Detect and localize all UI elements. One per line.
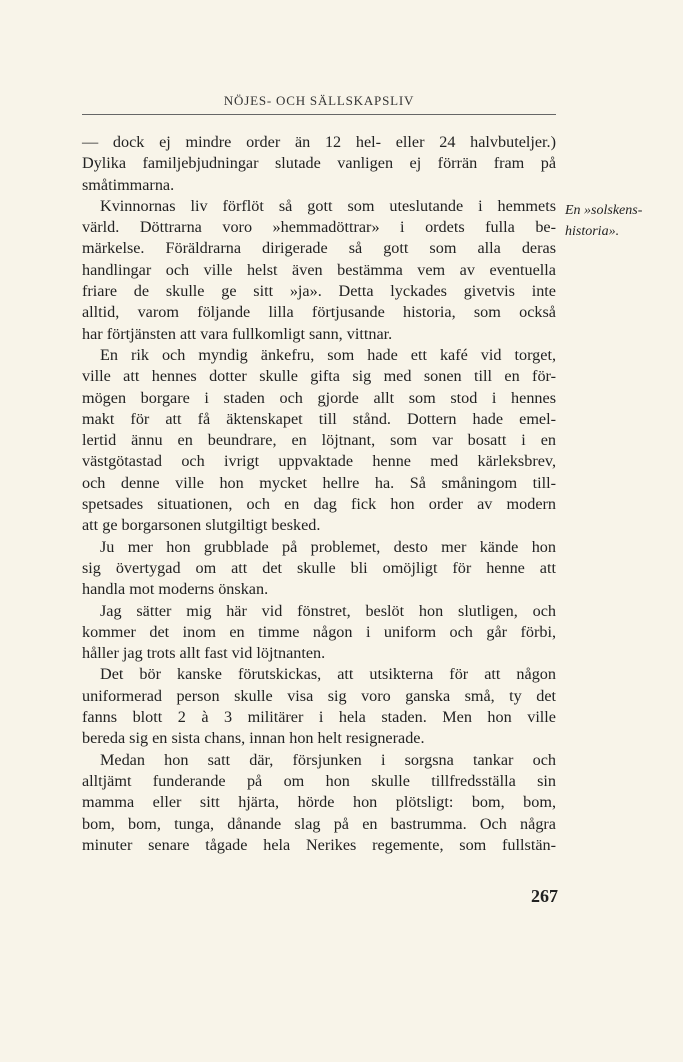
- text-line: Det bör kanske förutskickas, att utsikterna för att någon: [100, 665, 556, 684]
- running-head: NÖJES- OCH SÄLLSKAPSLIV: [223, 93, 415, 108]
- text-line: märkelse. Föräldrarna dirigerade så gott som alla deras: [82, 239, 556, 258]
- text-line: sig övertygad om att det skulle bli omöjligt för henne att: [82, 558, 556, 577]
- text-line: uniformerad person skulle visa sig voro ganska små, ty det: [82, 686, 556, 705]
- text-line: och denne ville hon mycket hellre ha. Så småningom till-: [82, 473, 556, 492]
- text-line: småtimmarna.: [82, 175, 175, 194]
- text-line: har förtjänsten att vara fullkomligt sann, vittnar.: [82, 324, 393, 343]
- page-number: 267: [531, 886, 558, 906]
- header-rule: [82, 114, 556, 115]
- text-line: bereda sig en sista chans, innan hon helt resignerade.: [82, 729, 425, 748]
- text-line: lertid ännu en beundrare, en löjtnant, som var bosatt i en: [82, 431, 556, 450]
- text-line: ville att hennes dotter skulle gifta sig med sonen till en för-: [82, 367, 556, 386]
- text-line: handla mot moderns önskan.: [82, 580, 269, 599]
- text-line: — dock ej mindre order än 12 hel- eller 24 halvbuteljer.): [82, 133, 556, 151]
- text-line: handlingar och ville helst även bestämma vem av eventuella: [82, 260, 556, 279]
- text-line: västgötastad och ivrigt uppvaktade henne med kärleksbrev,: [82, 452, 556, 471]
- text-line: Ju mer hon grubblade på problemet, desto mer kände hon: [100, 537, 556, 556]
- text-line: mögen borgare i staden och gjorde allt som stod i hennes: [82, 388, 556, 407]
- text-line: Kvinnornas liv förflöt så gott som uteslutande i hemmets: [100, 196, 556, 215]
- margin-note: [565, 200, 677, 242]
- text-line: bom, bom, tunga, dånande slag på en bastrumma. Och några: [82, 814, 556, 833]
- text-line: värld. Döttrarna voro »hemmadöttrar» i ordets fulla be-: [82, 218, 556, 237]
- text-line: minuter senare tågade hela Nerikes regemente, som fullstän-: [82, 835, 556, 854]
- text-line: Medan hon satt där, försjunken i sorgsna tankar och: [100, 750, 556, 769]
- margin-note-line: historia».: [565, 224, 620, 239]
- text-line: mamma eller sitt hjärta, hörde hon plötsligt: bom, bom,: [82, 793, 556, 812]
- text-line: kommer det inom en timme någon i uniform och går förbi,: [82, 622, 556, 641]
- text-line: alltjämt funderande på om hon skulle tillfredsställa sin: [82, 771, 556, 790]
- text-line: håller jag trots allt fast vid löjtnanten.: [82, 644, 326, 663]
- text-line: Jag sätter mig här vid fönstret, beslöt hon slutligen, och: [100, 601, 556, 620]
- text-line: fanns blott 2 à 3 militärer i hela staden. Men hon ville: [82, 708, 556, 727]
- text-line: Dylika familjebjudningar slutade vanligen ej förrän fram på: [82, 154, 556, 173]
- text-line: spetsades situationen, och en dag fick hon order av modern: [82, 495, 556, 514]
- text-line: alltid, varom följande lilla förtjusande historia, som också: [82, 303, 556, 322]
- margin-note-line: En »solskens-: [565, 203, 643, 218]
- text-line: En rik och myndig änkefru, som hade ett kafé vid torget,: [100, 345, 556, 364]
- text-line: friare de skulle ge sitt »ja». Detta lyckades givetvis inte: [82, 282, 556, 301]
- body-text: [82, 132, 556, 856]
- text-line: makt för att få äktenskapet till stånd. Dottern hade emel-: [82, 409, 556, 428]
- text-line: att ge borgarsonen slutgiltigt besked.: [82, 516, 321, 535]
